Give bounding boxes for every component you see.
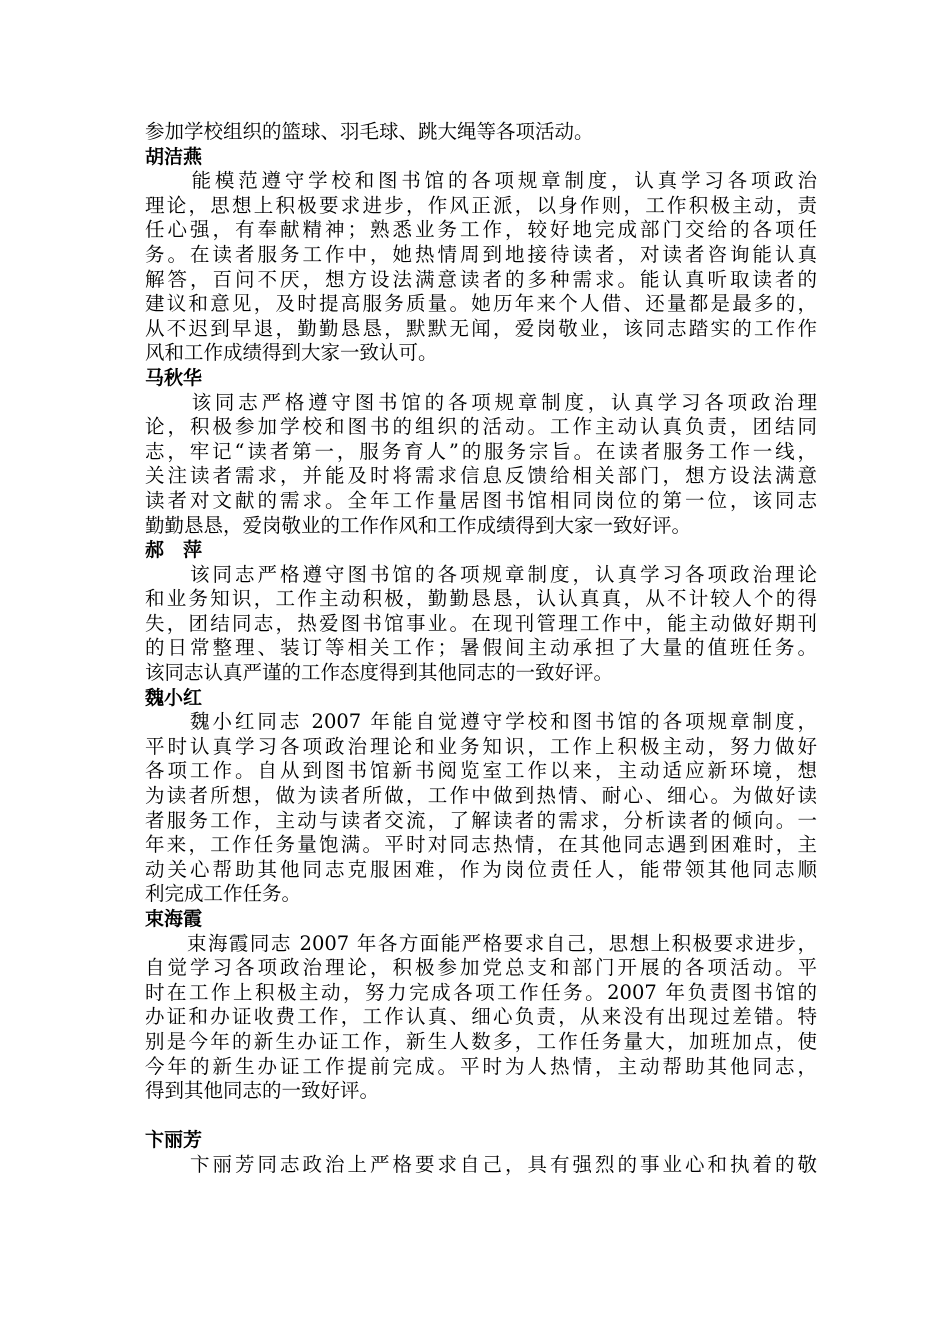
paragraph-line: 者服务工作，主动与读者交流，了解读者的需求，分析读者的倾向。一 xyxy=(145,808,817,832)
paragraph-line: 解答，百问不厌，想方设法满意读者的多种需求。能认真听取读者的 xyxy=(145,267,817,291)
person-name: 郝 萍 xyxy=(145,539,203,562)
paragraph-line: 利完成工作任务。 xyxy=(145,882,302,906)
paragraph-line: 年来，工作任务量饱满。平时对同志热情，在其他同志遇到困难时，主 xyxy=(145,833,817,857)
paragraph-line: 风和工作成绩得到大家一致认可。 xyxy=(145,341,438,365)
paragraph-line: 务。在读者服务工作中，她热情周到地接待读者，对读者咨询能认真 xyxy=(145,242,817,266)
paragraph-line: 今年的新生办证工作提前完成。平时为人热情，主动帮助其他同志， xyxy=(145,1054,817,1078)
blank-line xyxy=(145,1104,817,1129)
paragraph-line: 为读者所想，做为读者所做，工作中做到热情、耐心、细心。为做好读 xyxy=(145,784,817,808)
paragraph-line: 和业务知识，工作主动积极，勤勤恳恳，认认真真，从不计较人个的得 xyxy=(145,587,817,611)
paragraph-line: 志，牢记“读者第一，服务育人”的服务宗旨。在读者服务工作一线， xyxy=(145,439,817,463)
section-hu-jieyan xyxy=(145,145,817,366)
paragraph-line: 魏小红同志 2007 年能自觉遵守学校和图书馆的各项规章制度， xyxy=(145,710,817,734)
section-wei-xiaohong xyxy=(145,686,817,907)
person-name: 胡洁燕 xyxy=(145,145,203,168)
paragraph-line: 卞丽芳同志政治上严格要求自己，具有强烈的事业心和执着的敬 xyxy=(145,1152,817,1176)
paragraph-line: 束海霞同志 2007 年各方面能严格要求自己，思想上积极要求进步， xyxy=(145,931,817,955)
section-hao-ping xyxy=(145,538,817,686)
paragraph-line: 任心强，有奉献精神；熟悉业务工作，较好地完成部门交给的各项任 xyxy=(145,218,817,242)
paragraph-line: 建议和意见，及时提高服务质量。她历年来个人借、还量都是最多的， xyxy=(145,292,817,316)
paragraph-line: 各项工作。自从到图书馆新书阅览室工作以来，主动适应新环境，想 xyxy=(145,759,817,783)
paragraph-line: 论，积极参加学校和图书的组织的活动。工作主动认真负责，团结同 xyxy=(145,415,817,439)
section-bian-lifang xyxy=(145,1128,817,1177)
document-page xyxy=(145,120,817,1178)
section-intro-continuation xyxy=(145,120,817,145)
paragraph-line: 理论，思想上积极要求进步，作风正派，以身作则，工作积极主动，责 xyxy=(145,193,817,217)
paragraph-line: 该同志严格遵守图书馆的各项规章制度，认真学习各项政治理 xyxy=(145,390,817,414)
paragraph-line: 别是今年的新生办证工作，新生人数多，工作任务量大，加班加点，使 xyxy=(145,1029,817,1053)
paragraph-line: 的日常整理、装订等相关工作；暑假间主动承担了大量的值班任务。 xyxy=(145,636,817,660)
paragraph-line: 勤勤恳恳，爱岗敬业的工作作风和工作成绩得到大家一致好评。 xyxy=(145,513,692,537)
paragraph-line: 自觉学习各项政治理论，积极参加党总支和部门开展的各项活动。平 xyxy=(145,956,817,980)
paragraph-line: 动关心帮助其他同志克服困难，作为岗位责任人，能带领其他同志顺 xyxy=(145,857,817,881)
section-ma-qiuhua xyxy=(145,366,817,538)
person-name: 魏小红 xyxy=(145,686,203,709)
person-name: 束海霞 xyxy=(145,908,203,930)
paragraph-line: 能模范遵守学校和图书馆的各项规章制度，认真学习各项政治 xyxy=(145,169,817,193)
paragraph-line: 该同志严格遵守图书馆的各项规章制度，认真学习各项政治理论 xyxy=(145,562,817,586)
paragraph-line: 平时认真学习各项政治理论和业务知识，工作上积极主动，努力做好 xyxy=(145,734,817,758)
paragraph-line: 关注读者需求，并能及时将需求信息反馈给相关部门，想方设法满意 xyxy=(145,464,817,488)
paragraph-line: 得到其他同志的一致好评。 xyxy=(145,1079,380,1103)
section-shu-haixia xyxy=(145,907,817,1104)
paragraph-line: 参加学校组织的篮球、羽毛球、跳大绳等各项活动。 xyxy=(145,120,594,143)
paragraph-line: 时在工作上积极主动，努力完成各项工作任务。2007 年负责图书馆的 xyxy=(145,980,817,1004)
person-name: 马秋华 xyxy=(145,366,203,389)
paragraph-line: 从不迟到早退，勤勤恳恳，默默无闻，爱岗敬业，该同志踏实的工作作 xyxy=(145,316,817,340)
paragraph-line: 读者对文献的需求。全年工作量居图书馆相同岗位的第一位，该同志 xyxy=(145,488,817,512)
paragraph-line: 失，团结同志，热爱图书馆事业。在现刊管理工作中，能主动做好期刊 xyxy=(145,611,817,635)
person-name: 卞丽芳 xyxy=(145,1129,203,1152)
paragraph-line: 办证和办证收费工作，工作认真、细心负责，从来没有出现过差错。特 xyxy=(145,1005,817,1029)
paragraph-line: 该同志认真严谨的工作态度得到其他同志的一致好评。 xyxy=(145,661,614,685)
